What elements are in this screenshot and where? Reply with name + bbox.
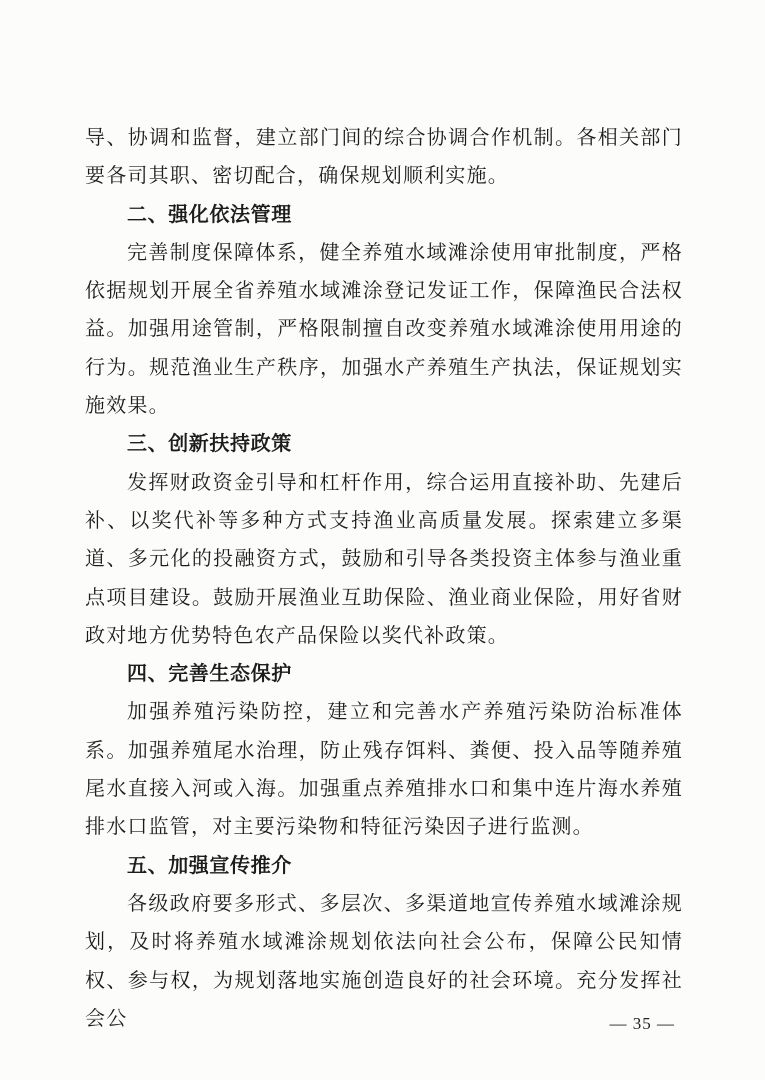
paragraph-section-3: 发挥财政资金引导和杠杆作用，综合运用直接补助、先建后补、以奖代补等多种方式支持渔业高质量发展。探索建立多渠道、多元化的投融资方式，鼓励和引导各类投资主体参与渔业重点项目建设。鼓励开展渔业互助保险、渔业商业保险，用好省财政对地方优势特色农产品保险以奖代补政策。 bbox=[85, 469, 683, 647]
paragraph-section-5: 各级政府要多形式、多层次、多渠道地宣传养殖水域滩涂规划，及时将养殖水域滩涂规划依法向社会公布，保障公民知情权、参与权，为规划落地实施创造良好的社会环境。充分发挥社会公 bbox=[85, 890, 683, 1030]
paragraph-intro-continued: 导、协调和监督，建立部门间的综合协调合作机制。各相关部门要各司其职、密切配合，确保规划顺利实施。 bbox=[85, 125, 683, 188]
document-body bbox=[85, 118, 683, 1037]
page-number: — 35 — bbox=[609, 1014, 675, 1033]
heading-section-2: 二、强化依法管理 bbox=[127, 201, 292, 226]
paragraph-section-4: 加强养殖污染防控，建立和完善水产养殖污染防治标准体系。加强养殖尾水治理，防止残存饵料、粪便、投入品等随养殖尾水直接入河或入海。加强重点养殖排水口和集中连片海水养殖排水口监管，对主要污染物和特征污染因子进行监测。 bbox=[85, 699, 683, 839]
heading-section-3: 三、创新扶持政策 bbox=[127, 431, 292, 456]
paragraph-section-2: 完善制度保障体系，健全养殖水域滩涂使用审批制度，严格依据规划开展全省养殖水域滩涂登记发证工作，保障渔民合法权益。加强用途管制，严格限制擅自改变养殖水域滩涂使用用途的行为。规范渔业生产秩序，加强水产养殖生产执法，保证规划实施效果。 bbox=[85, 239, 683, 418]
heading-section-5: 五、加强宣传推介 bbox=[127, 852, 292, 877]
heading-section-4: 四、完善生态保护 bbox=[127, 661, 292, 686]
